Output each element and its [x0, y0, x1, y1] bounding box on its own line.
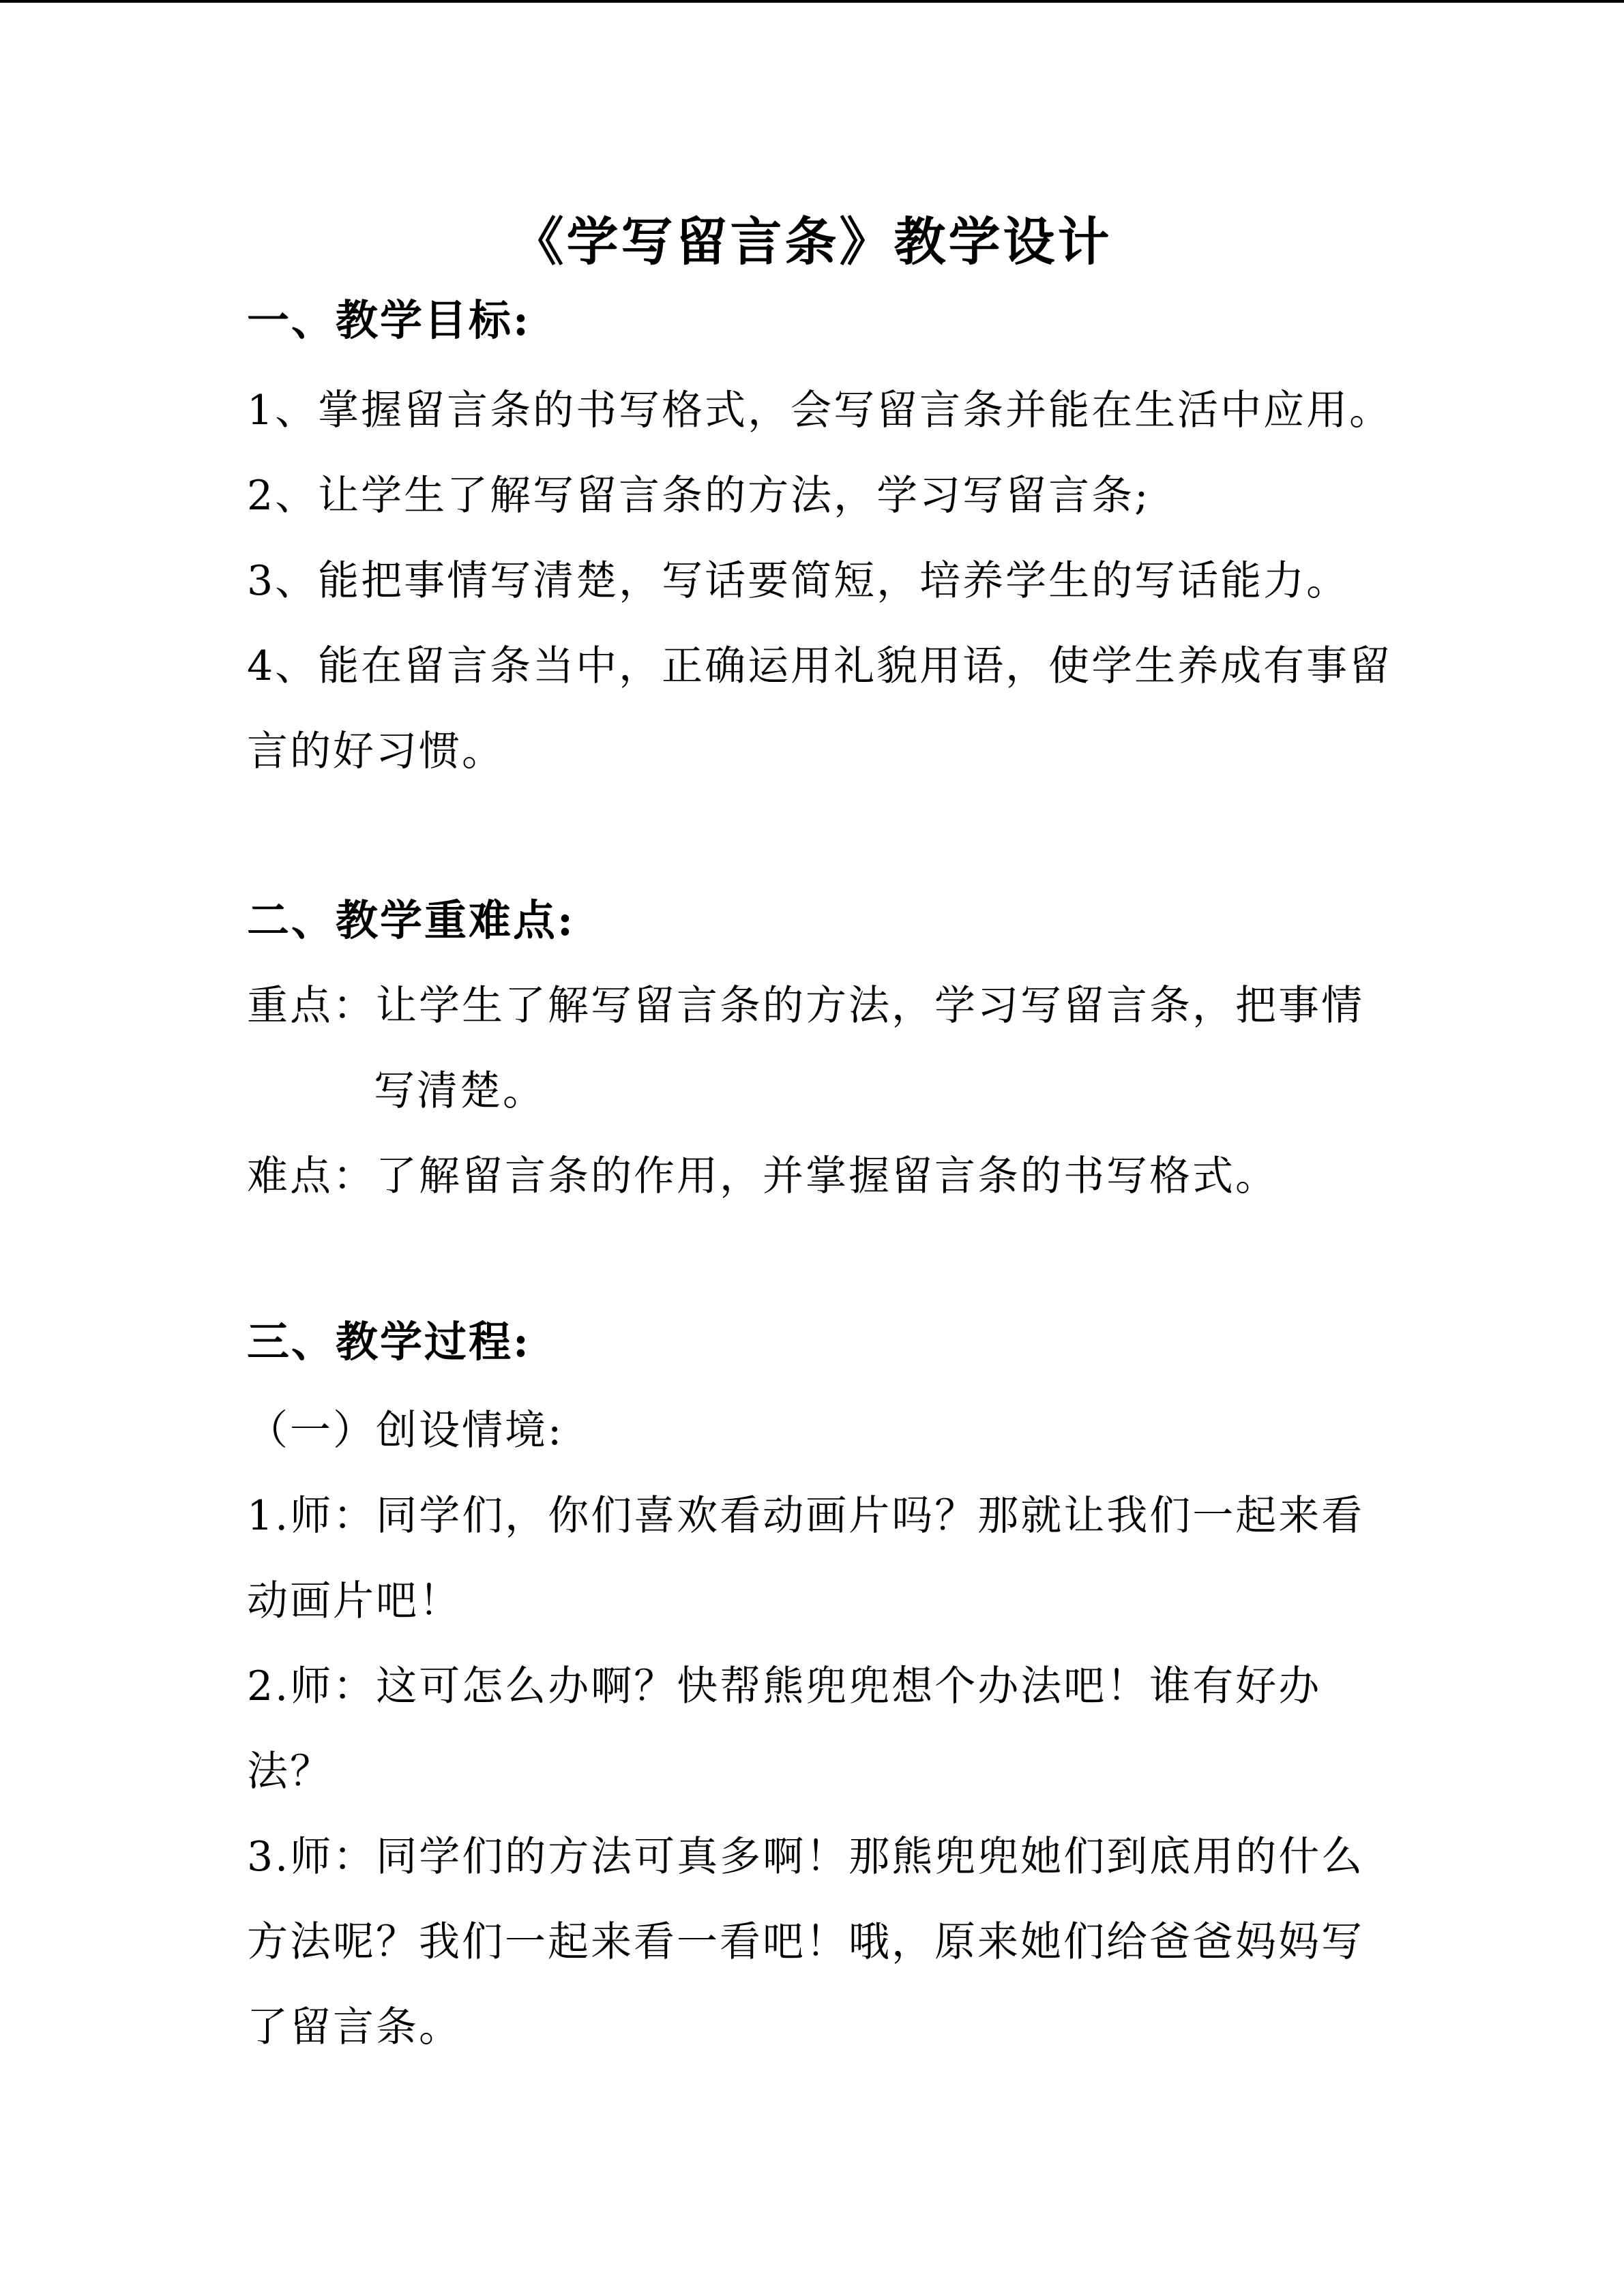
document-title: 《学写留言条》教学设计	[512, 211, 1112, 272]
objective-item: 1、掌握留言条的书写格式，会写留言条并能在生活中应用。	[247, 387, 1393, 434]
process-paragraph-line: 动画片吧！	[247, 1577, 462, 1625]
process-paragraph-line: 了留言条。	[247, 2003, 462, 2051]
process-paragraph-line: 2.师：这可怎么办啊？快帮熊兜兜想个办法吧！谁有好办	[247, 1663, 1322, 1710]
section-heading-key-points: 二、教学重难点:	[247, 895, 575, 945]
objective-item-continued: 言的好习惯。	[247, 728, 505, 775]
top-border	[0, 0, 1624, 3]
process-paragraph-line: 方法呢？我们一起来看一看吧！哦，原来她们给爸爸妈妈写	[247, 1918, 1364, 1966]
objective-item: 3、能把事情写清楚，写话要简短，培养学生的写话能力。	[247, 557, 1350, 605]
key-point-line: 重点：让学生了解写留言条的方法，学习写留言条，把事情	[247, 982, 1364, 1030]
process-paragraph-line: 法？	[247, 1748, 333, 1795]
difficulty-line: 难点：了解留言条的作用，并掌握留言条的书写格式。	[247, 1152, 1278, 1200]
key-point-line-continued: 写清楚。	[374, 1067, 546, 1115]
process-sub-heading: （一）创设情境:	[247, 1407, 564, 1455]
section-heading-process: 三、教学过程:	[247, 1317, 531, 1367]
process-paragraph-line: 3.师：同学们的方法可真多啊！那熊兜兜她们到底用的什么	[247, 1833, 1365, 1881]
objective-item: 4、能在留言条当中，正确运用礼貌用语，使学生养成有事留	[247, 642, 1393, 690]
process-paragraph-line: 1.师：同学们，你们喜欢看动画片吗？那就让我们一起来看	[247, 1492, 1365, 1540]
section-heading-objectives: 一、教学目标:	[247, 295, 531, 345]
objective-item: 2、让学生了解写留言条的方法，学习写留言条;	[247, 472, 1151, 520]
